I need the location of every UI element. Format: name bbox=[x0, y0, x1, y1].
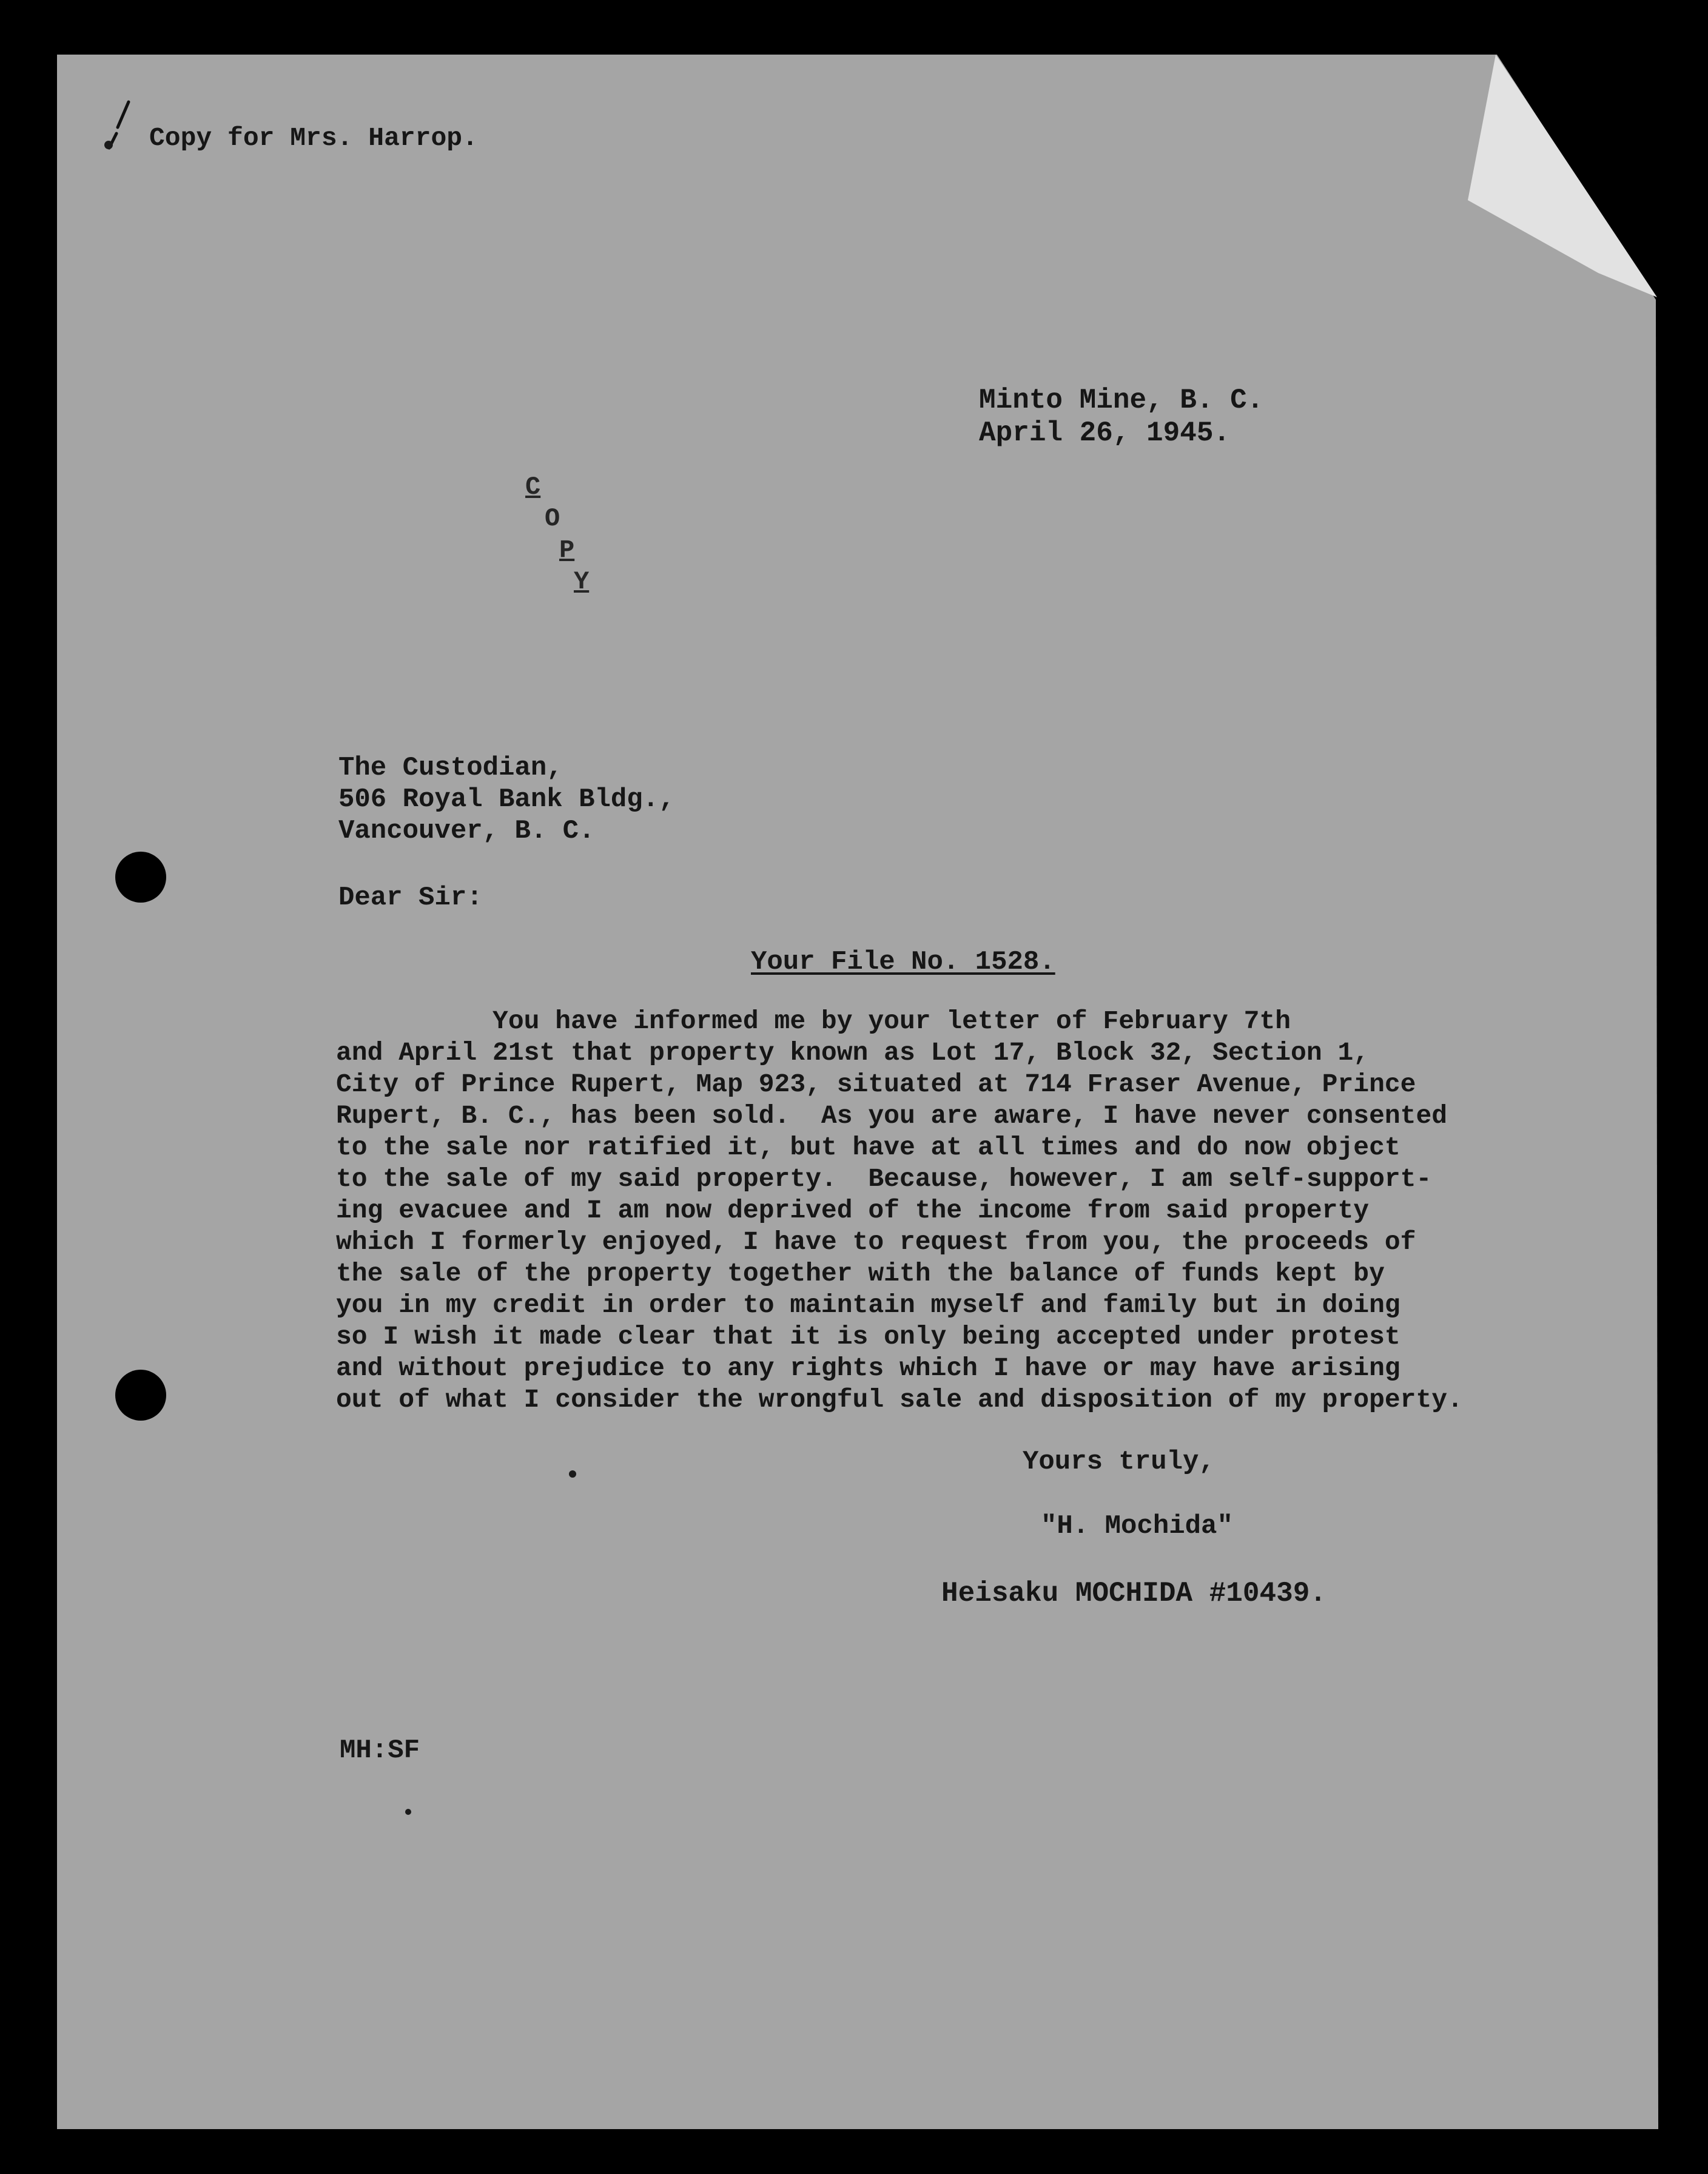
ink-speck bbox=[405, 1809, 411, 1815]
letter-place: Minto Mine, B. C. bbox=[979, 385, 1264, 416]
copy-stamp-letter: Y bbox=[574, 567, 590, 596]
copy-stamp-letter: O bbox=[545, 504, 560, 533]
body-line: to the sale nor ratified it, but have at all times and do now object bbox=[336, 1132, 1400, 1162]
body-line: and April 21st that property known as Lot 17, Block 32, Section 1, bbox=[336, 1038, 1370, 1068]
body-line: Rupert, B. C., has been sold. As you are aware, I have never consented bbox=[336, 1101, 1448, 1131]
address-line: The Custodian, bbox=[338, 753, 563, 783]
body-line: City of Prince Rupert, Map 923, situated at 714 Fraser Avenue, Prince bbox=[336, 1069, 1416, 1099]
body-line: You have informed me by your letter of February 7th bbox=[336, 1006, 1291, 1036]
body-line: and without prejudice to any rights which I have or may have arising bbox=[336, 1353, 1400, 1383]
body-line: ing evacuee and I am now deprived of the income from said property bbox=[336, 1196, 1370, 1225]
signature: "H. Mochida" bbox=[1041, 1511, 1233, 1541]
body-line: which I formerly enjoyed, I have to request from you, the proceeds of bbox=[336, 1227, 1416, 1257]
signer-name: Heisaku MOCHIDA #10439. bbox=[941, 1578, 1326, 1609]
subject-line: Your File No. 1528. bbox=[751, 947, 1055, 977]
closing: Yours truly, bbox=[1023, 1447, 1215, 1477]
salutation: Dear Sir: bbox=[338, 883, 483, 913]
body-line: to the sale of my said property. Because, however, I am self-support- bbox=[336, 1164, 1432, 1194]
address-line: 506 Royal Bank Bldg., bbox=[338, 784, 675, 815]
copy-stamp-letter: P bbox=[559, 536, 575, 565]
typist-initials: MH:SF bbox=[340, 1735, 420, 1766]
copy-stamp-letter: C bbox=[525, 473, 541, 502]
address-line: Vancouver, B. C. bbox=[338, 816, 595, 846]
copy-note: Copy for Mrs. Harrop. bbox=[149, 123, 478, 153]
punch-hole bbox=[115, 1370, 166, 1421]
ink-speck bbox=[104, 141, 113, 149]
body-line: out of what I consider the wrongful sale and disposition of my property. bbox=[336, 1385, 1463, 1415]
letter-date: April 26, 1945. bbox=[979, 417, 1231, 449]
punch-hole bbox=[115, 852, 166, 903]
body-line: so I wish it made clear that it is only being accepted under protest bbox=[336, 1322, 1400, 1351]
ink-speck bbox=[569, 1470, 576, 1478]
body-line: you in my credit in order to maintain myself and family but in doing bbox=[336, 1290, 1400, 1320]
body-line: the sale of the property together with the balance of funds kept by bbox=[336, 1259, 1385, 1288]
